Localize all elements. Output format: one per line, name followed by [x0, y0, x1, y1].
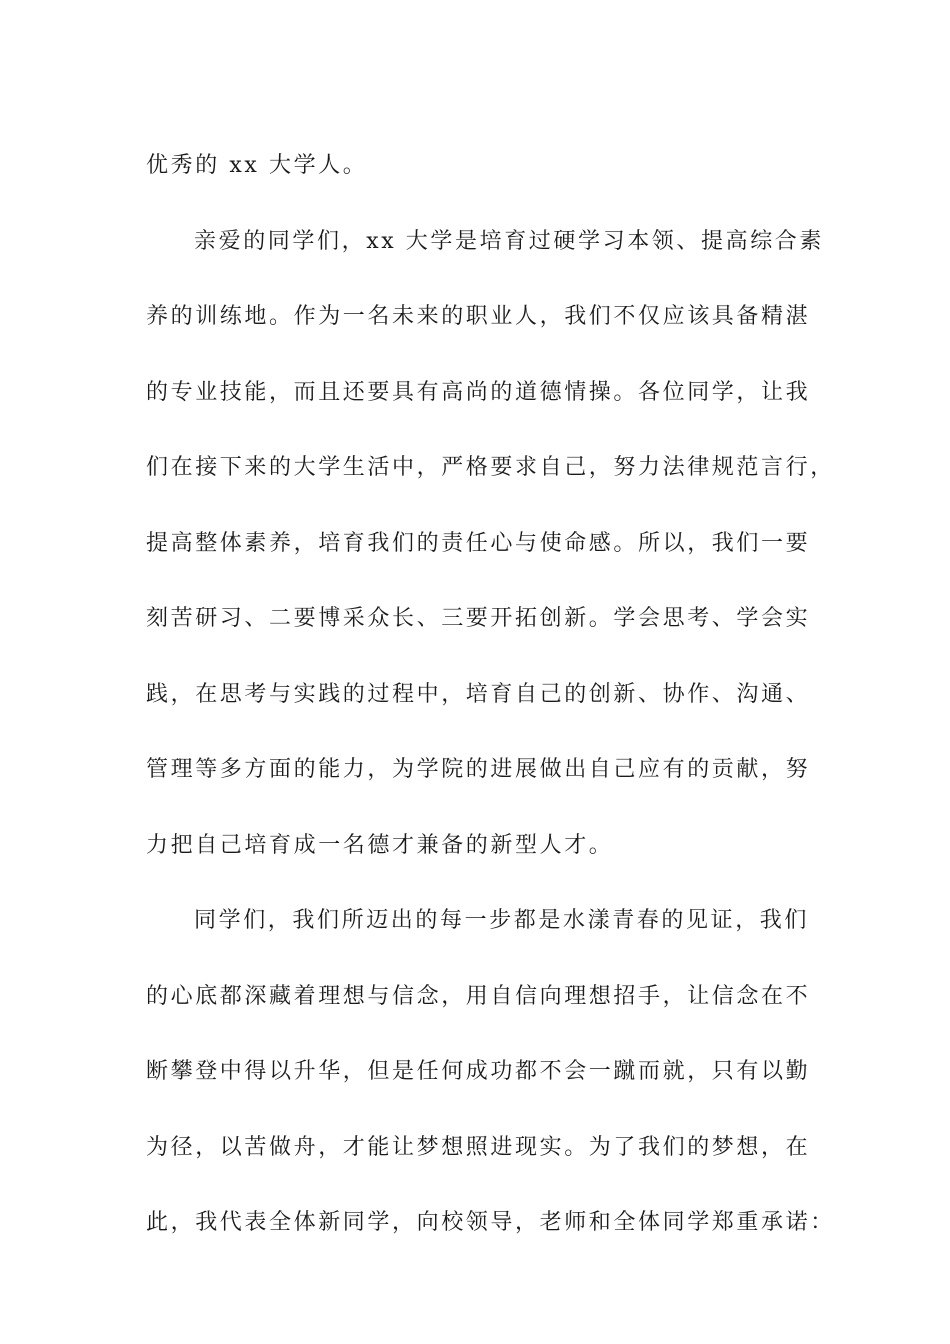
text-line: 优秀的 xx 大学人。 [146, 153, 368, 178]
text-line: 的专业技能，而且还要具有高尚的道德情操。各位同学，让我 [146, 379, 811, 405]
text-line: 践，在思考与实践的过程中，培育自己的创新、协作、沟通、 [146, 681, 811, 707]
text-line: 为径，以苦做舟，才能让梦想照进现实。为了我们的梦想，在 [146, 1134, 811, 1160]
document-body [146, 128, 835, 1261]
paragraph-first-line: 亲爱的同学们，xx 大学是培育过硬学习本领、提高综合素 [194, 228, 825, 254]
text-line: 养的训练地。作为一名未来的职业人，我们不仅应该具备精湛 [146, 304, 811, 329]
text-line: 的心底都深藏着理想与信念，用自信向理想招手，让信念在不 [146, 983, 811, 1009]
text-line: 提高整体素养，培育我们的责任心与使命感。所以，我们一要 [146, 530, 811, 556]
text-line: 此，我代表全体新同学，向校领导，老师和全体同学郑重承诺： [146, 1210, 835, 1235]
text-line: 管理等多方面的能力，为学院的进展做出自己应有的贡献，努 [146, 757, 811, 782]
text-line: 力把自己培育成一名德才兼备的新型人才。 [146, 832, 614, 858]
text-line: 断攀登中得以升华，但是任何成功都不会一蹴而就，只有以勤 [146, 1059, 811, 1084]
text-line: 们在接下来的大学生活中，严格要求自己，努力法律规范言行， [146, 455, 835, 480]
paragraph-first-line: 同学们，我们所迈出的每一步都是水漾青春的见证，我们 [194, 908, 810, 933]
text-line: 刻苦研习、二要博采众长、三要开拓创新。学会思考、学会实 [146, 606, 811, 631]
